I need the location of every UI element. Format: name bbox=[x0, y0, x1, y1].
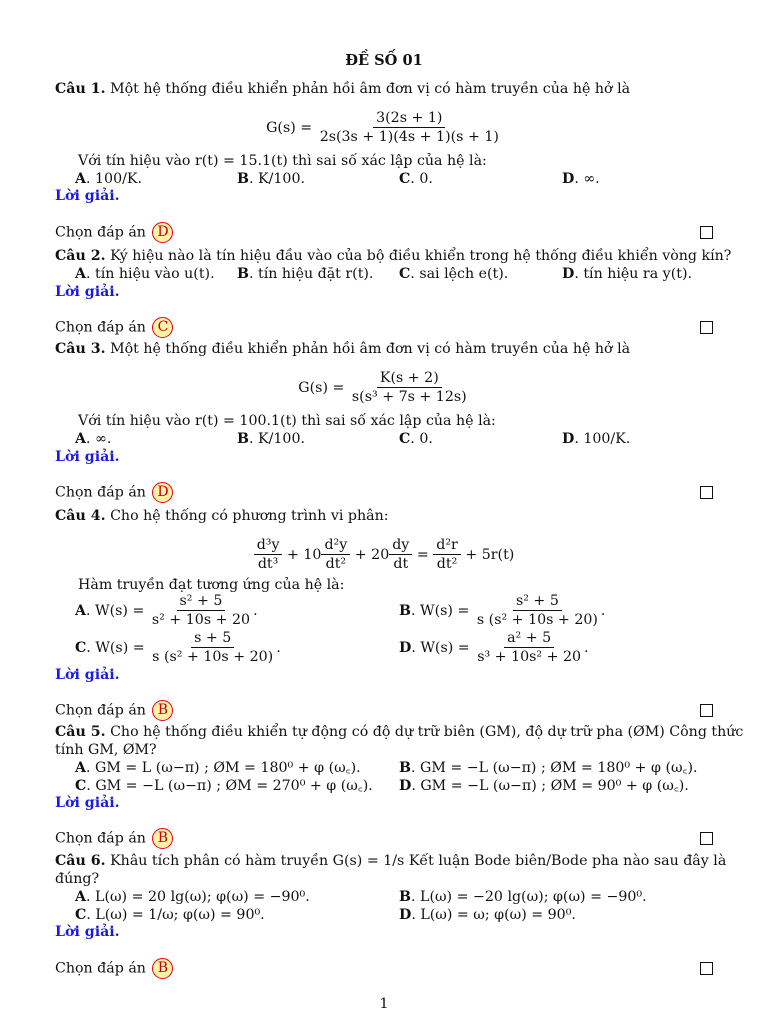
question-4-option-a: A. W(s) = $\frac{\text{s² + 5}}{\text{s² + 10s + 20}}$ . bbox=[75, 593, 258, 629]
question-3-option-b: B. K/100. bbox=[237, 431, 305, 447]
page-number: 1 bbox=[379, 996, 389, 1012]
question-3-solution-link[interactable]: Lời giải. bbox=[55, 449, 120, 465]
question-2-option-a: A. tín hiệu vào u(t). bbox=[75, 266, 215, 282]
question-6-answer: Chọn đáp án B bbox=[55, 958, 173, 979]
question-5-solution-link[interactable]: Lời giải. bbox=[55, 795, 120, 811]
question-3-option-d: D. 100/K. bbox=[562, 431, 631, 447]
question-6-text: Câu 6. Khâu tích phân có hàm truyền G(s) = 1/s Kết luận Bode biên/Bode pha nào sau đây là bbox=[55, 853, 727, 869]
question-1-option-b: B. K/100. bbox=[237, 171, 305, 187]
question-2-solution-link[interactable]: Lời giải. bbox=[55, 284, 120, 300]
question-4-text: Câu 4. Cho hệ thống có phương trình vi phân: bbox=[55, 508, 389, 524]
question-1-formula: G(s) = $\frac{3(2s + 1)}{2s(3s + 1)(4s + 1)(s + 1)}$ bbox=[0, 110, 768, 146]
question-5-option-b: B. GM = −L (ω−π) ; ØM = 180⁰ + φ (ω꜀). bbox=[399, 760, 698, 776]
question-2-option-d: D. tín hiệu ra y(t). bbox=[562, 266, 692, 282]
qed-box bbox=[700, 486, 713, 499]
question-4-prompt: Hàm truyền đạt tương ứng của hệ là: bbox=[78, 577, 345, 593]
question-6-solution-link[interactable]: Lời giải. bbox=[55, 924, 120, 940]
question-6-text-line2: đúng? bbox=[55, 871, 100, 887]
question-4-answer: Chọn đáp án B bbox=[55, 700, 173, 721]
question-3-option-c: C. 0. bbox=[399, 431, 433, 447]
question-1-option-d: D. ∞. bbox=[562, 171, 600, 187]
question-4-differential-equation: $\frac{\text{d³y}}{\text{dt³}}$ + 10 $\frac{\text{d²y}}{\text{dt²}}$ + 20 $\frac{dy}{dt}$ = $\frac{\text{d²r}}{\text{dt²}}$ + 5r(t) bbox=[0, 537, 768, 573]
formula-denominator: 2s(3s + 1)(4s + 1)(s + 1) bbox=[319, 129, 499, 146]
question-5-answer: Chọn đáp án B bbox=[55, 828, 173, 849]
question-6-option-c: C. L(ω) = 1/ω; φ(ω) = 90⁰. bbox=[75, 907, 265, 923]
answer-badge: B bbox=[152, 828, 173, 849]
question-1-option-a: A. 100/K. bbox=[75, 171, 143, 187]
qed-box bbox=[700, 321, 713, 334]
question-3-prompt: Với tín hiệu vào r(t) = 100.1(t) thì sai số xác lập của hệ là: bbox=[78, 413, 496, 429]
question-5-option-d: D. GM = −L (ω−π) ; ØM = 90⁰ + φ (ω꜀). bbox=[399, 778, 689, 794]
question-3-answer: Chọn đáp án D bbox=[55, 482, 173, 503]
qed-box bbox=[700, 832, 713, 845]
formula-denominator: s(s³ + 7s + 12s) bbox=[351, 389, 467, 406]
question-4-option-c: C. W(s) = $\frac{s + 5}{\text{s (s² + 10s + 20)}}$ . bbox=[75, 630, 281, 666]
question-5-text-line2: tính GM, ØM? bbox=[55, 742, 157, 758]
answer-badge: D bbox=[152, 482, 173, 503]
question-5-text: Câu 5. Cho hệ thống điều khiển tự động có độ dự trữ biên (GM), độ dự trữ pha (ØM) Công thức bbox=[55, 724, 744, 740]
question-2-option-c: C. sai lệch e(t). bbox=[399, 266, 509, 282]
answer-badge: B bbox=[152, 958, 173, 979]
question-2-answer: Chọn đáp án C bbox=[55, 317, 173, 338]
question-4-solution-link[interactable]: Lời giải. bbox=[55, 667, 120, 683]
question-6-option-a: A. L(ω) = 20 lg(ω); φ(ω) = −90⁰. bbox=[75, 889, 310, 905]
answer-badge: C bbox=[152, 317, 173, 338]
qed-box bbox=[700, 704, 713, 717]
question-5-option-a: A. GM = L (ω−π) ; ØM = 180⁰ + φ (ω꜀). bbox=[75, 760, 361, 776]
question-1-text: Câu 1. Một hệ thống điều khiển phản hồi âm đơn vị có hàm truyền của hệ hở là bbox=[55, 81, 631, 97]
question-2-text: Câu 2. Ký hiệu nào là tín hiệu đầu vào của bộ điều khiển trong hệ thống điều khiển vòng kín? bbox=[55, 248, 732, 264]
question-1-answer: Chọn đáp án D bbox=[55, 222, 173, 243]
formula-numerator: K(s + 2) bbox=[377, 370, 442, 388]
question-3-formula: G(s) = $\frac{K(s + 2)}{\text{s(s³ + 7s + 12s)}}$ bbox=[0, 370, 768, 406]
answer-badge: D bbox=[152, 222, 173, 243]
answer-badge: B bbox=[152, 700, 173, 721]
formula-numerator: 3(2s + 1) bbox=[373, 110, 445, 128]
question-1-option-c: C. 0. bbox=[399, 171, 433, 187]
question-1-prompt: Với tín hiệu vào r(t) = 15.1(t) thì sai số xác lập của hệ là: bbox=[78, 153, 487, 169]
question-3-option-a: A. ∞. bbox=[75, 431, 112, 447]
qed-box bbox=[700, 962, 713, 975]
question-4-option-b: B. W(s) = $\frac{\text{s² + 5}}{\text{s (s² + 10s + 20)}}$ . bbox=[399, 593, 606, 629]
question-2-option-b: B. tín hiệu đặt r(t). bbox=[237, 266, 374, 282]
question-6-option-b: B. L(ω) = −20 lg(ω); φ(ω) = −90⁰. bbox=[399, 889, 647, 905]
question-1-solution-link[interactable]: Lời giải. bbox=[55, 188, 120, 204]
question-6-option-d: D. L(ω) = ω; φ(ω) = 90⁰. bbox=[399, 907, 576, 923]
question-4-option-d: D. W(s) = $\frac{\text{a² + 5}}{\text{s³ + 10s² + 20}}$ . bbox=[399, 630, 589, 666]
qed-box bbox=[700, 226, 713, 239]
question-3-text: Câu 3. Một hệ thống điều khiển phản hồi âm đơn vị có hàm truyền của hệ hở là bbox=[55, 341, 631, 357]
page-title: ĐỀ SỐ 01 bbox=[345, 52, 423, 69]
question-5-option-c: C. GM = −L (ω−π) ; ØM = 270⁰ + φ (ω꜀). bbox=[75, 778, 373, 794]
